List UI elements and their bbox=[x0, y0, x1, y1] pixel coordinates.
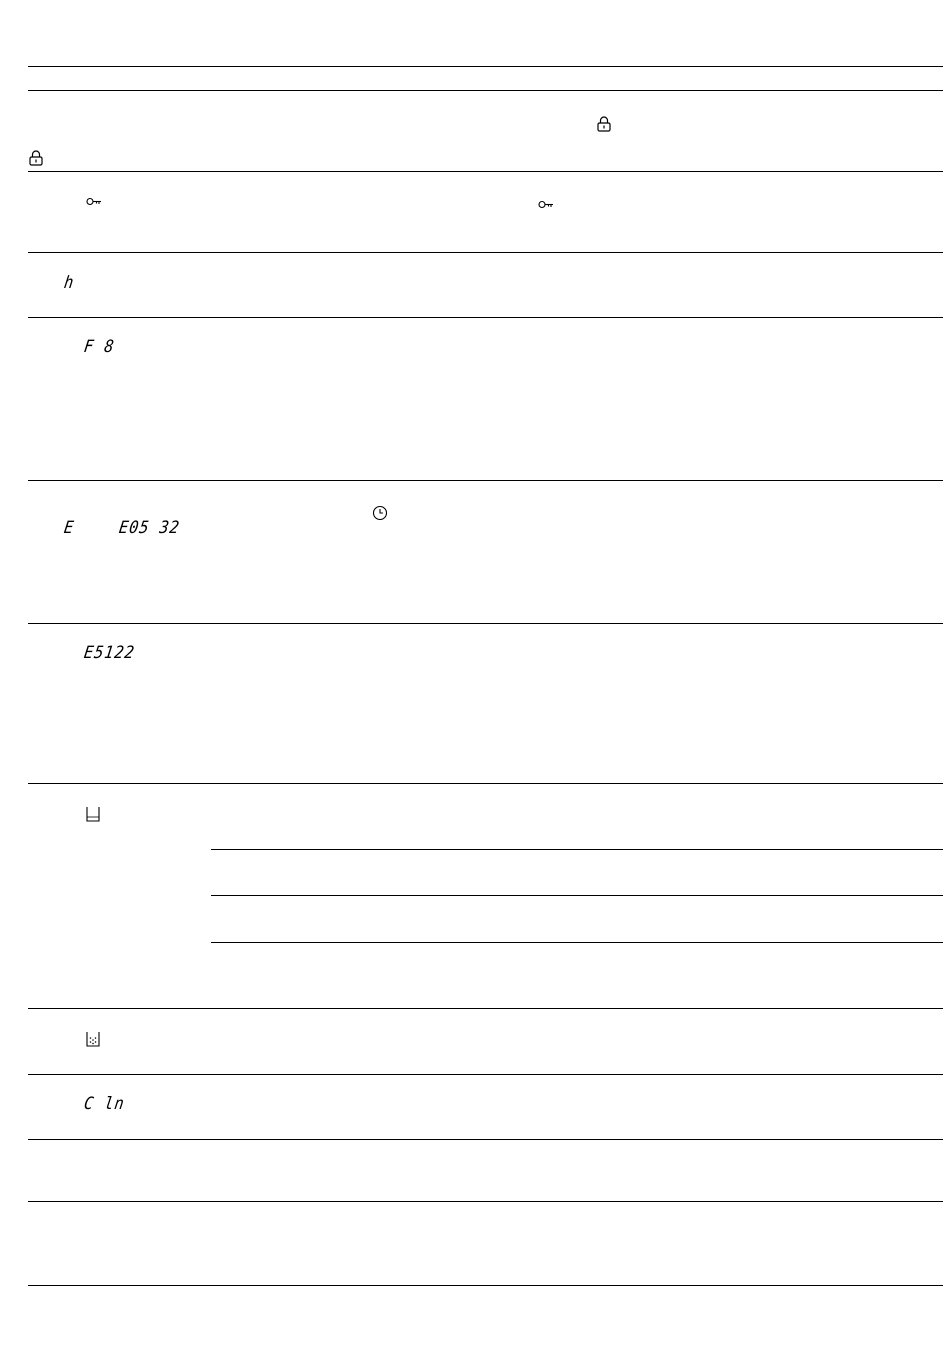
row-divider bbox=[28, 1139, 943, 1140]
row-divider bbox=[28, 623, 943, 624]
clock-icon bbox=[372, 505, 388, 521]
key-icon bbox=[538, 200, 554, 209]
row-divider bbox=[28, 1201, 943, 1202]
display-readout-f8: F 8 bbox=[82, 337, 116, 357]
display-readout-error-code: E05 32 bbox=[117, 518, 182, 538]
sub-row-divider bbox=[211, 849, 943, 850]
display-readout-es122: E5122 bbox=[82, 643, 137, 663]
sub-row-divider bbox=[211, 895, 943, 896]
container-dots-icon bbox=[86, 1031, 100, 1047]
row-divider bbox=[28, 317, 943, 318]
container-icon bbox=[86, 806, 100, 822]
row-divider bbox=[28, 480, 943, 481]
row-divider bbox=[28, 783, 943, 784]
row-divider bbox=[28, 252, 943, 253]
lock-icon bbox=[597, 116, 611, 132]
table-header-rule bbox=[28, 90, 943, 91]
sub-row-divider bbox=[211, 942, 943, 943]
key-icon bbox=[86, 197, 102, 206]
row-divider bbox=[28, 171, 943, 172]
display-readout-cln: C ln bbox=[82, 1094, 126, 1114]
row-divider bbox=[28, 1008, 943, 1009]
display-readout-e: E bbox=[62, 518, 76, 538]
table-top-rule bbox=[28, 66, 943, 67]
display-readout-h: h bbox=[62, 273, 76, 293]
table-bottom-rule bbox=[28, 1285, 943, 1286]
lock-icon bbox=[29, 150, 43, 166]
row-divider bbox=[28, 1074, 943, 1075]
